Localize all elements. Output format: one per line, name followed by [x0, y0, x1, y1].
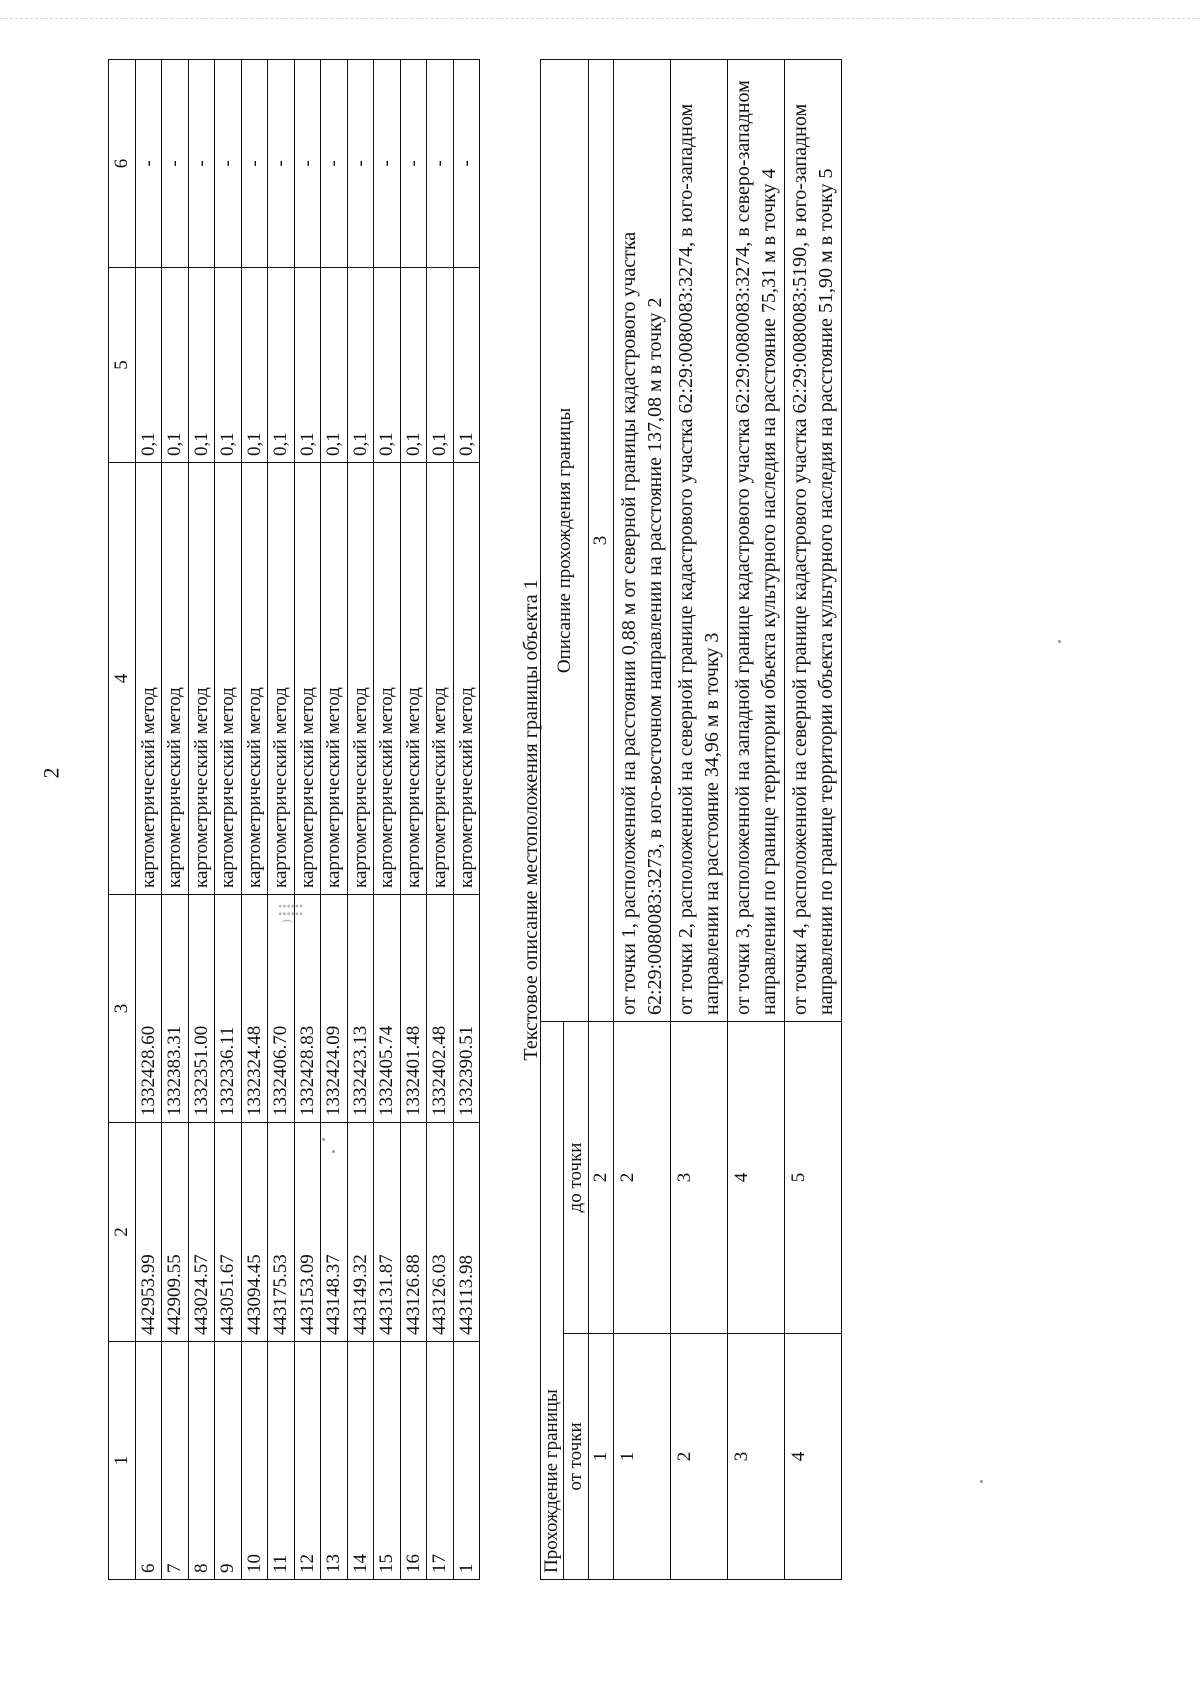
coordinates-row	[241, 60, 268, 1580]
coordinates-cell: 8	[188, 1342, 215, 1580]
coordinates-row	[294, 60, 321, 1580]
rotated-content	[108, 60, 980, 1580]
description-to-cell: 4	[728, 1021, 785, 1333]
coordinates-cell: 6	[135, 1342, 162, 1580]
header-cell: 1	[109, 1342, 136, 1580]
coordinates-cell: 0,1	[427, 268, 454, 463]
coordinates-row	[347, 60, 374, 1580]
coordinates-cell: 1	[453, 1342, 480, 1580]
coordinates-cell: -	[162, 60, 189, 268]
coordinates-cell: 1332406.70	[268, 895, 295, 1123]
description-text-cell: от точки 3, расположенной на западной границе кадастрового участка 62:29:0080083:3274, в северо-западном направлении по границе территории объекта культурного наследия на расстояние 75,31 м в точку 4	[728, 59, 785, 1021]
speck	[332, 1150, 335, 1153]
description-to-cell: 2	[614, 1021, 671, 1333]
coordinates-cell: картометрический метод	[321, 463, 348, 895]
coordinates-cell: 9	[215, 1342, 242, 1580]
coordinates-row	[400, 60, 427, 1580]
description-from-cell: 1	[614, 1334, 671, 1580]
description-row	[614, 59, 671, 1579]
coordinates-cell: 13	[321, 1342, 348, 1580]
coordinates-cell: 1332336.11	[215, 895, 242, 1123]
coordinates-cell: 1332390.51	[453, 895, 480, 1123]
coordinates-table-body	[109, 60, 480, 1580]
coordinates-cell: 443149.32	[347, 1123, 374, 1342]
coordinates-cell: 7	[162, 1342, 189, 1580]
coordinates-cell: 443094.45	[241, 1123, 268, 1342]
header-cell: 3	[109, 895, 136, 1123]
faint-stamp-mark: ⁾⸽⸽	[278, 901, 303, 924]
description-number-row	[589, 59, 614, 1579]
coordinates-cell: 16	[400, 1342, 427, 1580]
coordinates-cell: 0,1	[321, 268, 348, 463]
speck	[322, 1138, 325, 1141]
description-from-cell: 2	[671, 1334, 728, 1580]
description-to-cell: 5	[785, 1021, 842, 1333]
description-table	[540, 59, 842, 1580]
description-row	[671, 59, 728, 1579]
coordinates-cell: -	[294, 60, 321, 268]
number-cell: 2	[589, 1021, 614, 1333]
coordinates-cell: 0,1	[135, 268, 162, 463]
coordinates-cell: 1332383.31	[162, 895, 189, 1123]
description-row	[785, 59, 842, 1579]
coordinates-cell: -	[374, 60, 401, 268]
coordinates-cell: -	[453, 60, 480, 268]
coordinates-cell: 1332402.48	[427, 895, 454, 1123]
speck	[1058, 640, 1061, 643]
coordinates-row	[162, 60, 189, 1580]
description-row	[728, 59, 785, 1579]
coordinates-row	[268, 60, 295, 1580]
coordinates-cell: 0,1	[188, 268, 215, 463]
coordinates-cell: 442953.99	[135, 1123, 162, 1342]
coordinates-cell: картометрический метод	[162, 463, 189, 895]
coordinates-cell: -	[347, 60, 374, 268]
coordinates-cell: -	[400, 60, 427, 268]
coordinates-cell: 0,1	[294, 268, 321, 463]
coordinates-cell: картометрический метод	[268, 463, 295, 895]
coordinates-cell: картометрический метод	[241, 463, 268, 895]
coordinates-row	[321, 60, 348, 1580]
coordinates-cell: картометрический метод	[294, 463, 321, 895]
from-header-cell: от точки	[564, 1334, 589, 1580]
coordinates-row	[374, 60, 401, 1580]
description-text-cell: от точки 1, расположенной на расстоянии 0,88 м от северной границы кадастрового участка 62:29:0080083:3273, в юго-восточном направлении на расстояние 137,08 м в точку 2	[614, 59, 671, 1021]
coordinates-cell: 1332351.00	[188, 895, 215, 1123]
number-cell: 1	[589, 1334, 614, 1580]
header-cell: 5	[109, 268, 136, 463]
coordinates-header-row	[109, 60, 136, 1580]
coordinates-cell: 12	[294, 1342, 321, 1580]
coordinates-row	[215, 60, 242, 1580]
coordinates-cell: картометрический метод	[135, 463, 162, 895]
coordinates-table	[108, 59, 480, 1580]
coordinates-row	[188, 60, 215, 1580]
coordinates-cell: -	[215, 60, 242, 268]
description-from-cell: 3	[728, 1334, 785, 1580]
coordinates-cell: 1332405.74	[374, 895, 401, 1123]
coordinates-cell: 0,1	[453, 268, 480, 463]
coordinates-cell: 1332324.48	[241, 895, 268, 1123]
coordinates-cell: 443131.87	[374, 1123, 401, 1342]
coordinates-cell: -	[321, 60, 348, 268]
coordinates-cell: 443175.53	[268, 1123, 295, 1342]
coordinates-cell: 0,1	[400, 268, 427, 463]
coordinates-cell: -	[135, 60, 162, 268]
description-text-cell: от точки 2, расположенной на северной границе кадастрового участка 62:29:0080083:3274, в юго-западном направлении на расстояние 34,96 м в точку 3	[671, 59, 728, 1021]
desc-header-cell: Описание прохождения границы	[541, 59, 589, 1021]
coordinates-cell: 17	[427, 1342, 454, 1580]
coordinates-cell: 0,1	[374, 268, 401, 463]
description-group-row	[541, 59, 564, 1579]
coordinates-cell: 10	[241, 1342, 268, 1580]
coordinates-cell: 0,1	[162, 268, 189, 463]
coordinates-cell: картометрический метод	[400, 463, 427, 895]
coordinates-cell: 1332401.48	[400, 895, 427, 1123]
coordinates-cell: 443051.67	[215, 1123, 242, 1342]
coordinates-cell: картометрический метод	[347, 463, 374, 895]
coordinates-cell: -	[188, 60, 215, 268]
group-header-cell: Прохождение границы	[541, 1021, 564, 1579]
description-text-cell: от точки 4, расположенной на северной границе кадастрового участка 62:29:0080083:5190, в юго-западном направлении по границе территории объекта культурного наследия на расстояние 51,90 м в точку 5	[785, 59, 842, 1021]
coordinates-cell: 1332428.83	[294, 895, 321, 1123]
speck	[980, 1480, 983, 1483]
scan-edge-line	[0, 18, 1200, 19]
coordinates-cell: картометрический метод	[188, 463, 215, 895]
coordinates-row	[453, 60, 480, 1580]
coordinates-cell: 443126.88	[400, 1123, 427, 1342]
coordinates-cell: 443024.57	[188, 1123, 215, 1342]
coordinates-cell: 14	[347, 1342, 374, 1580]
coordinates-cell: 1332424.09	[321, 895, 348, 1123]
coordinates-cell: 15	[374, 1342, 401, 1580]
coordinates-cell: картометрический метод	[427, 463, 454, 895]
coordinates-cell: 0,1	[268, 268, 295, 463]
coordinates-cell: 443126.03	[427, 1123, 454, 1342]
coordinates-cell: 443148.37	[321, 1123, 348, 1342]
coordinates-cell: 0,1	[215, 268, 242, 463]
coordinates-cell: -	[268, 60, 295, 268]
coordinates-cell: 0,1	[347, 268, 374, 463]
coordinates-cell: картометрический метод	[374, 463, 401, 895]
coordinates-cell: 11	[268, 1342, 295, 1580]
description-title: Текстовое описание местоположения границы объекта 1	[520, 579, 542, 1061]
coordinates-cell: 1332423.13	[347, 895, 374, 1123]
coordinates-cell: картометрический метод	[215, 463, 242, 895]
coordinates-cell: 443113.98	[453, 1123, 480, 1342]
header-cell: 4	[109, 463, 136, 895]
coordinates-cell: 1332428.60	[135, 895, 162, 1123]
coordinates-cell: картометрический метод	[453, 463, 480, 895]
header-cell: 2	[109, 1123, 136, 1342]
coordinates-cell: -	[427, 60, 454, 268]
coordinates-cell: 442909.55	[162, 1123, 189, 1342]
description-to-cell: 3	[671, 1021, 728, 1333]
coordinates-row	[135, 60, 162, 1580]
coordinates-cell: 0,1	[241, 268, 268, 463]
number-cell: 3	[589, 59, 614, 1021]
description-from-cell: 4	[785, 1334, 842, 1580]
coordinates-cell: -	[241, 60, 268, 268]
header-cell: 6	[109, 60, 136, 268]
description-table-body	[541, 59, 842, 1579]
coordinates-cell: 443153.09	[294, 1123, 321, 1342]
page-number: 2	[38, 767, 64, 779]
coordinates-row	[427, 60, 454, 1580]
to-header-cell: до точки	[564, 1021, 589, 1333]
